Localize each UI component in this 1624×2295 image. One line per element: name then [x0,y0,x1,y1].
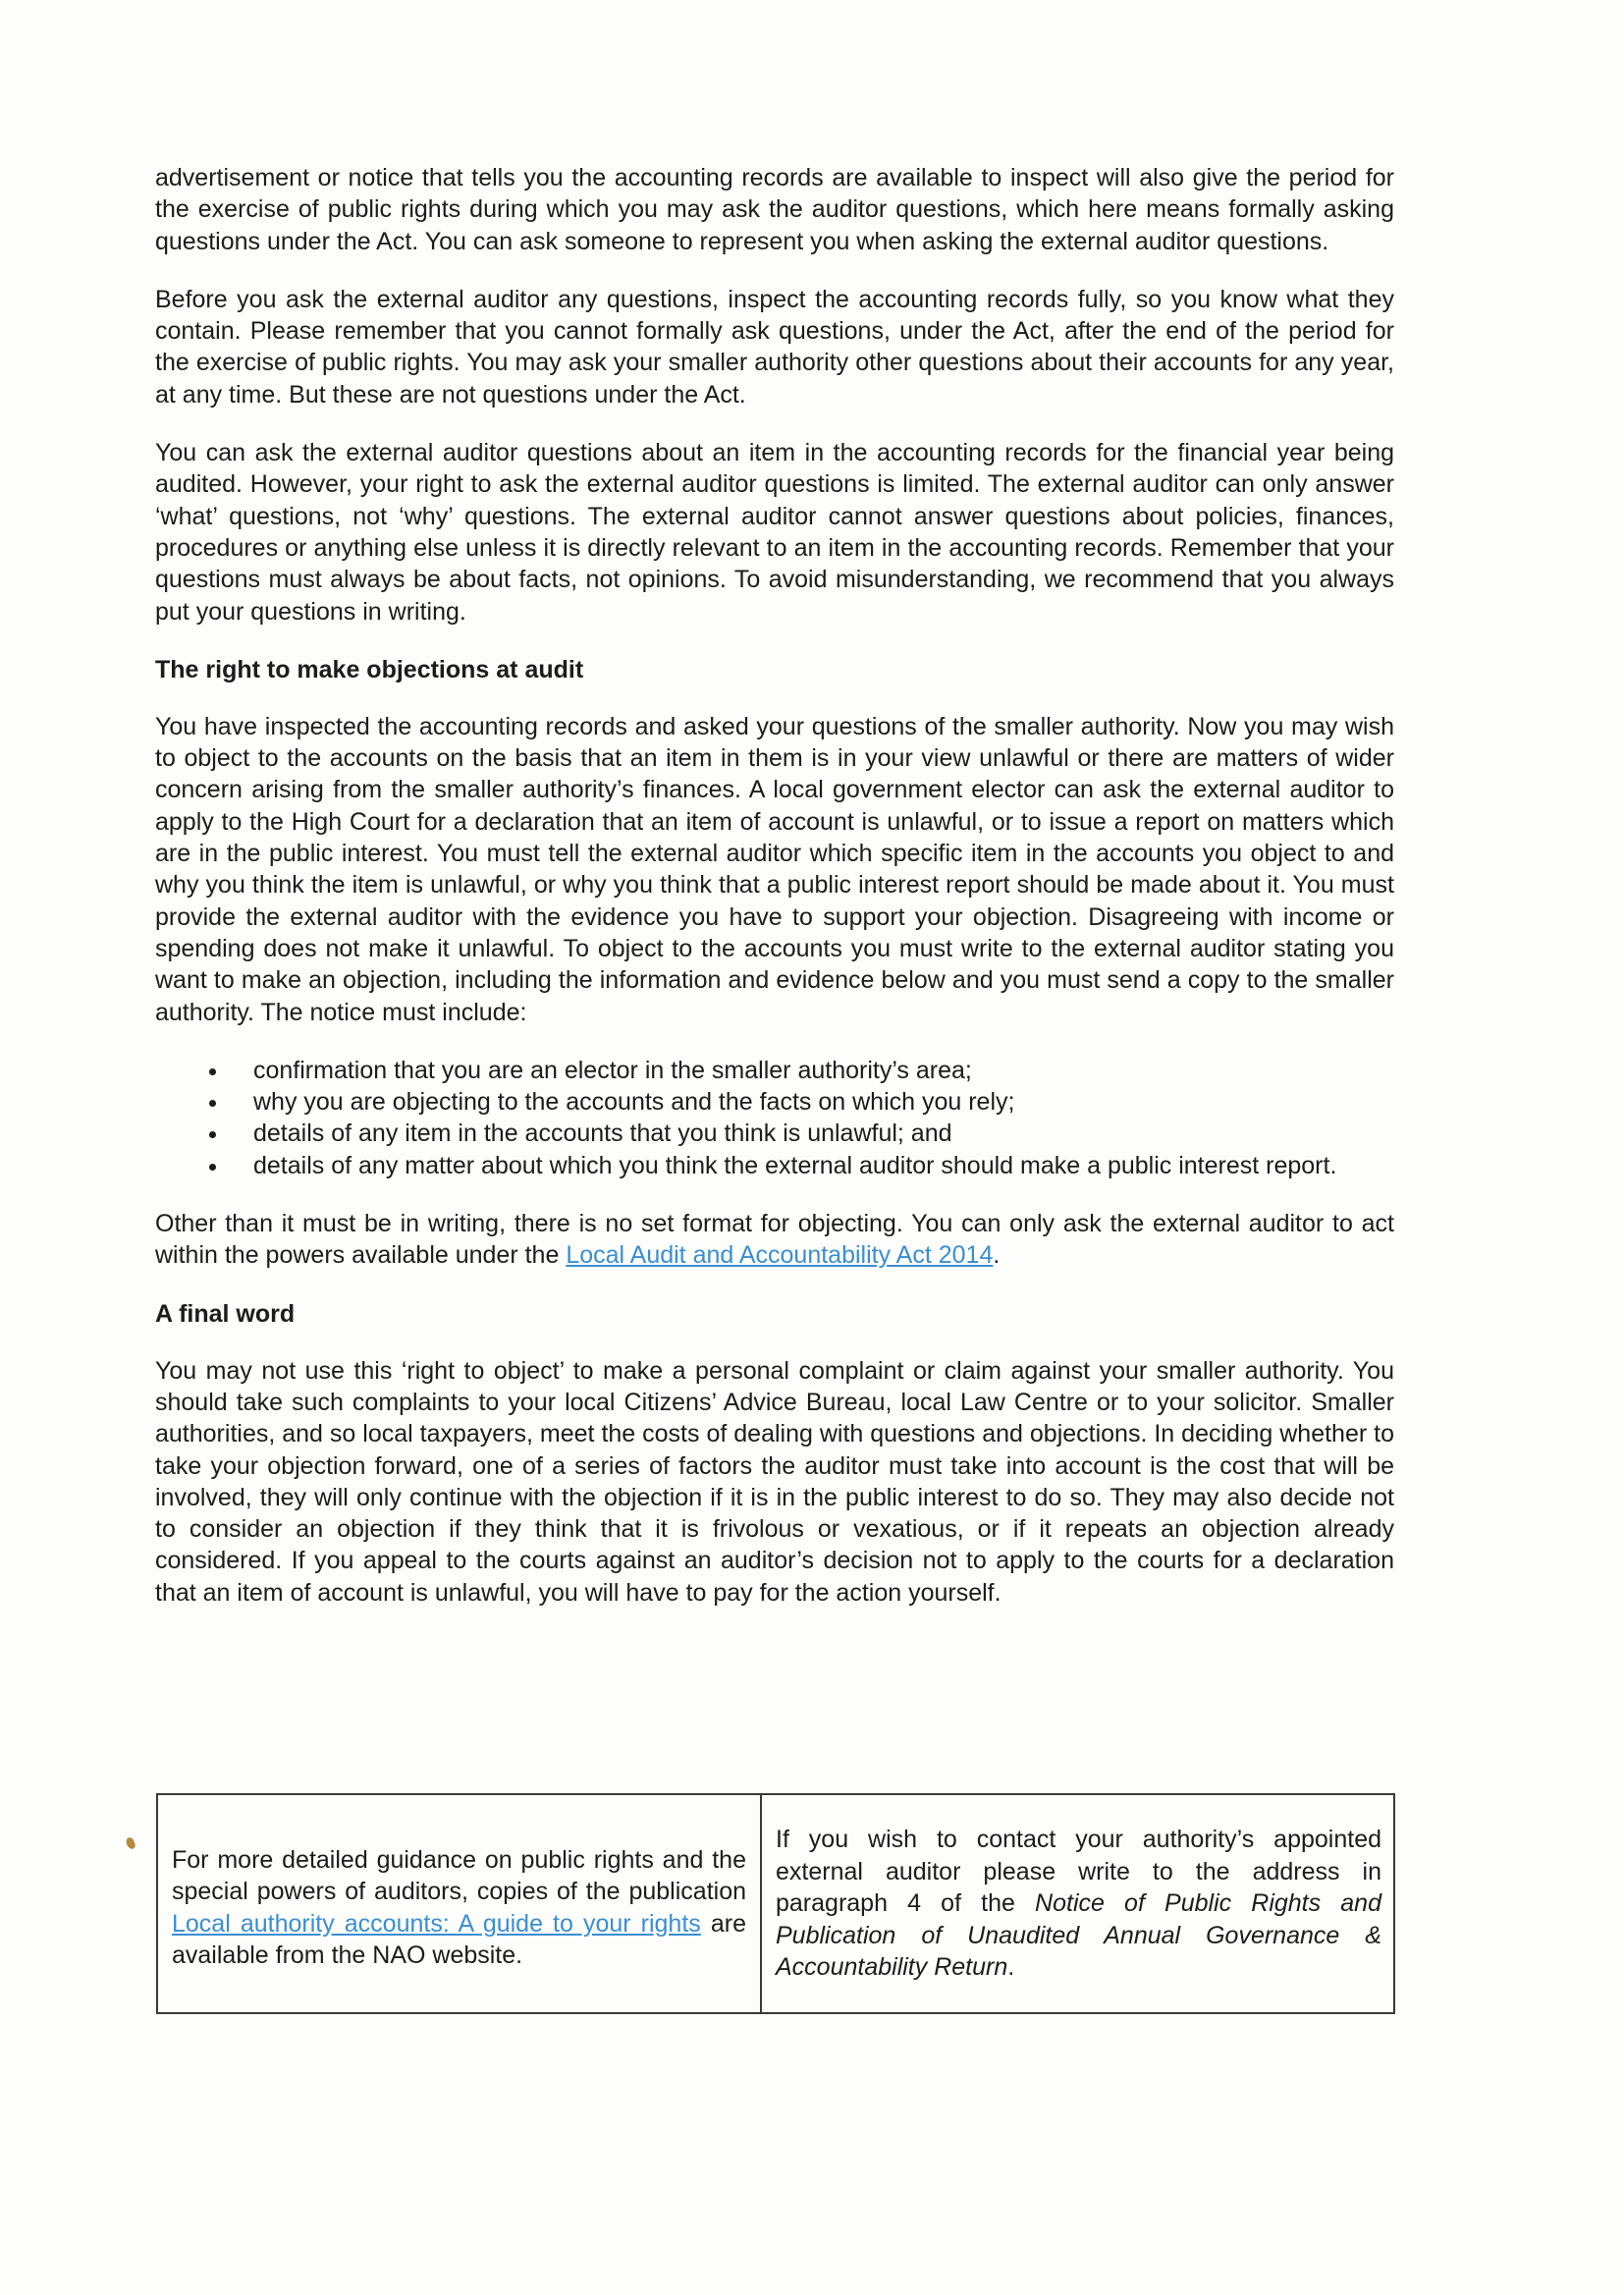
guide-link[interactable]: Local authority accounts: A guide to your rights [172,1909,701,1938]
list-item: why you are objecting to the accounts and the facts on which you rely; [155,1086,1394,1118]
guidance-text: For more detailed guidance on public rights and the special powers of auditors, copies of the publication [172,1845,746,1905]
heading-objections: The right to make objections at audit [155,655,584,683]
paragraph-final-word: You may not use this ‘right to object’ to make a personal complaint or claim against your smaller authority. You should take such complaints to your local Citizens’ Advice Bureau, local Law Centre or to your solicitor. Smaller authorities, and so local taxpayers, meet the costs of dealing with questions and objections. In deciding whether to take your objection forward, one of a series of factors the auditor must take into account is the cost that will be involved, they will only continue with the objection if it is in the public interest to do so. They may also decide not to consider an objection if they think that it is frivolous or vexatious, or if it repeats an objection already considered. If you appeal to the courts against an auditor’s decision not to apply to the courts for a declaration that an item of account is unlawful, you will have to pay for the action yourself. [155,1356,1394,1607]
list-item: details of any matter about which you think the external auditor should make a public interest report. [155,1150,1394,1181]
objection-requirements-list [155,1055,1394,1181]
guidance-box [156,1793,1395,2014]
contact-cell [761,1794,1394,2013]
guidance-cell [157,1794,761,2013]
guidance-text-end: are available from the NAO website. [172,1909,746,1969]
paragraph-auditor-questions: You can ask the external auditor questions about an item in the accounting records for the financial year being audited. However, your right to ask the external auditor questions is limited. The external auditor can only answer ‘what’ questions, not ‘why’ questions. The external auditor cannot answer questions about policies, finances, procedures or anything else unless it is directly relevant to an item in the accounting records. Remember that your questions must always be about facts, not opinions. To avoid misunderstanding, we recommend that you always put your questions in writing. [155,439,1394,626]
contact-text: If you wish to contact your authority’s appointed external auditor please write to the address in paragraph 4 of the [776,1826,1381,1918]
format-end: . [993,1241,1001,1270]
scan-mark [125,1836,136,1850]
act-link[interactable]: Local Audit and Accountability Act 2014 [566,1241,994,1270]
notice-title: Notice of Public Rights and Publication of Unaudited Annual Governance & Accountability Return [776,1889,1381,1982]
format-text: Other than it must be in writing, there is no set format for objecting. You can only ask the external auditor to act within the powers available under the [155,1210,1394,1270]
list-item: details of any item in the accounts that you think is unlawful; and [155,1118,1394,1149]
paragraph-objections: You have inspected the accounting records and asked your questions of the smaller authority. Now you may wish to object to the accounts on the basis that an item in them is in your view unlawful or there are matters of wider concern arising from the smaller authority’s finances. A local government elector can ask the external auditor to apply to the High Court for a declaration that an item of account is unlawful, or to issue a report on matters which are in the public interest. You must tell the external auditor which specific item in the accounts you object to and why you think the item is unlawful, or why you think that a public interest report should be made about it. You must provide the external auditor with the evidence you have to support your objection. Disagreeing with income or spending does not make it unlawful. To object to the accounts you must write to the external auditor stating you want to make an objection, including the information and evidence below and you must send a copy to the smaller authority. The notice must include: [155,712,1394,1026]
list-item: confirmation that you are an elector in the smaller authority’s area; [155,1055,1394,1086]
heading-final-word: A final word [155,1299,296,1328]
paragraph-public-rights: advertisement or notice that tells you the accounting records are available to inspect will also give the period for the exercise of public rights during which you may ask the auditor questions, which here means formally asking questions under the Act. You can ask someone to represent you when asking the external auditor questions. [155,164,1394,255]
contact-text-end: . [1007,1953,1015,1982]
paragraph-inspect-records: Before you ask the external auditor any questions, inspect the accounting records fully, so you know what they contain. Please remember that you cannot formally ask questions, under the Act, after the end of the period for the exercise of public rights. You may ask your smaller authority other questions about their accounts for any year, at any time. But these are not questions under the Act. [155,285,1394,409]
document-body [155,162,1394,1635]
paragraph-objection-format [155,1208,1394,1272]
